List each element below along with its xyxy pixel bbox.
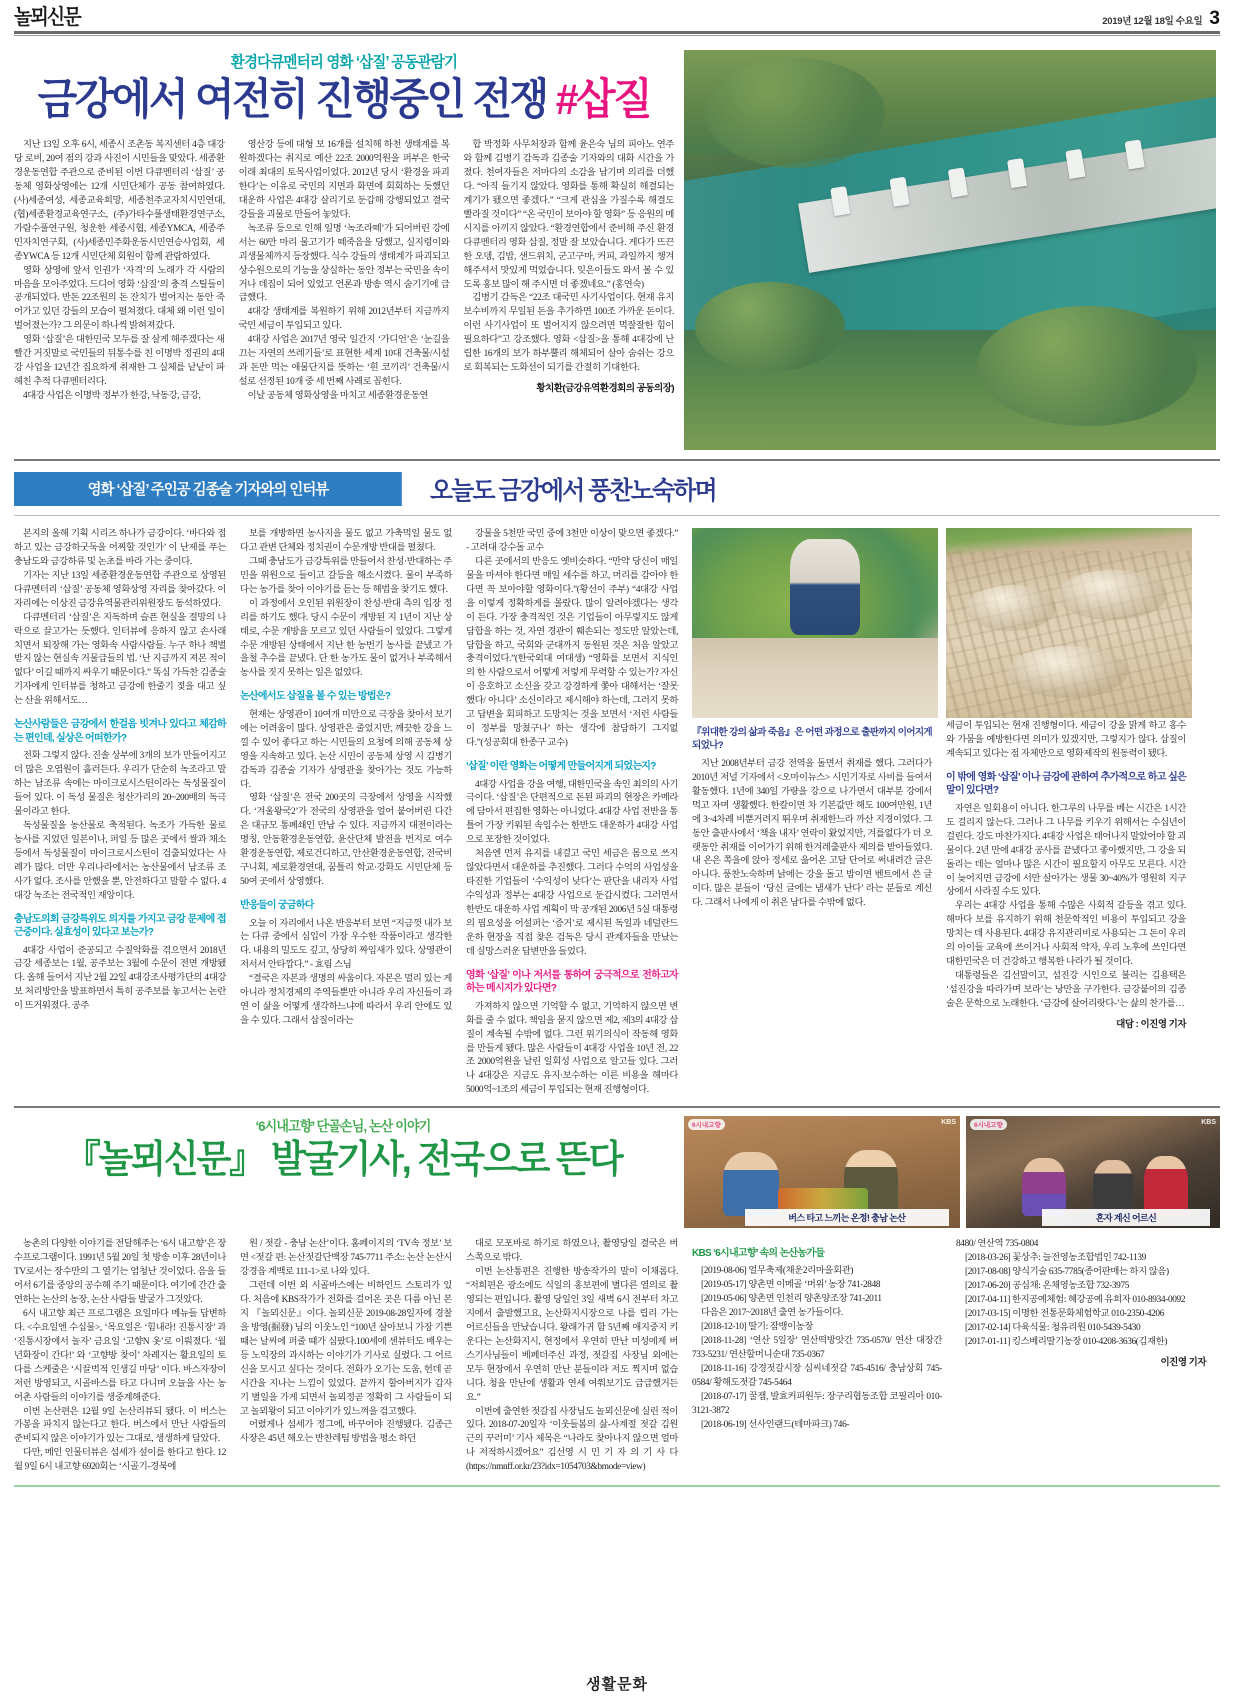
paragraph: 전화 그렇지 않다. 진솔 상부에 3개의 보가 만들어지고 더 많은 오염원이 흘러든다. 우리가 단순히 녹조라고 말하는 남조류 속에는 마이크로시스틴이라는 독성물질이 들어 있다. 이 독성 물질은 청산가리의 20~200배의 독극물이라고 한다. — [14, 751, 226, 817]
page-bottom-rule — [14, 1485, 1220, 1487]
masthead-rule-thin — [14, 35, 1220, 36]
paragraph: 이번에 출연한 젓갈집 사장님도 놀뫼신문에 실린 적이 있다. 2018-07-20일자 ‘이웃들봄의 삶-사계절 젓갈 김원근의 꾸러미’ 기사 제목은 “나라도 찾아나지 않으면 얼마나 저적하시겠어요” 김선영 시 민 기 자 의 기 사 다 (https://nmnff.or.kr/23?idx=1054703&bmode=view) — [466, 1406, 678, 1473]
interview-column-4a — [692, 720, 932, 1032]
interview-question-council: 충남도의회 금강특위도 의지를 가지고 금강 문제에 접근중이다. 실효성이 있다고 보는가? — [14, 913, 226, 938]
listing-item: [2018-07-17] 꿀잼, 발효커피원두: 장구리협동조합 코필리아 010-3121-3872 — [692, 1391, 942, 1416]
paragraph: 어렸게나 섬세가 정그에, 바꾸어야 진행됐다. 김종근 사장은 45년 해오는 반찬레팀 방법을 평소 하던 — [240, 1420, 452, 1445]
paragraph: 6시 내고향 최근 프로그램은 요일마다 메뉴들 답변하다. <수요일엔 수십물>, ‘목요일은 ‘힘내라! 진통시장’ 과 ‘진통시장에서 놀자’ 금요일 ‘고향N 옷’로 이뤄졌다. ‘월년화장이 간다!’ 와 ‘고향방 찾이’ 차례지는 활요일의 토다를 스케줄은 ‘시끌벅적 인생길 마당’ 이다. 바스자장이 저런 방영되고, 시골바스를 타고 다니며 오늘을 사는 농어촌 사람들의 이야기를 생중계해준다. — [14, 1308, 226, 1403]
tv-person-red — [1144, 1156, 1188, 1216]
top-story — [14, 50, 1220, 450]
top-story-byline: 황치환(금강유역환경회의 공동의장) — [536, 383, 675, 395]
listing-item: [2018-06-19] 선사인랜드(테마파크) 746- — [701, 1419, 850, 1430]
paragraph: 지난 2008년부터 금강 전역을 돌면서 취재를 했다. 그러다가 2010년 저널 기자에서 <오마이뉴스> 시민기자로 사비를 들여서 활동했다. 1년에 340일 가량을 강으로 나가면서 대부분 강에서 먹고 자며 생활했다. 한칼이면 차 기본값만 해도 100여만원, 1년에 3~4차례 비뿐거려지 뛰우며 취재한느라 까산 지경이었다. 그동안 출판사에서 ‘책을 내자’ 연락이 왔었지만, 겨를없다가 더 오랫동안 취재를 이어가기 위해 한겨레출판사 제의를 받아들였다. 내 온은 쪽을에 앉아 정세로 읊어온 고달 단어로 써내려간 글은 아니다. 풍찬노숙하며 낡에는 강을 돌고 밤이면 벤트에서 쓴 글이다. 많은 분들이 ‘당신 글에는 냄새가 난다’ 라는 분들로 계신다. 그래서 나에게 이 취은 남다를 수밖에 없다. — [692, 758, 932, 909]
interview-question-4: ‘삽질’ 이란 영화는 어떻게 만들어지게 되었는지? — [466, 761, 656, 772]
interview-title: 오늘도 금강에서 풍찬노숙하며 — [430, 477, 716, 505]
interview-header — [14, 471, 1220, 507]
tv-screenshot-elderly — [966, 1116, 1220, 1228]
tv-screenshots — [684, 1116, 1220, 1228]
bottom-story — [14, 1116, 1220, 1487]
page-number: 3 — [1209, 8, 1220, 29]
interview-photo-row — [692, 528, 1192, 718]
paragraph: 이번 논산편은 12월 9일 논산리뷰되 됐다. 이 버스는 가봉을 파치지 않는다고 한다. 버스에서 만난 사람들의 준비되지 않은 이야기가 있는 그대로, 생생하게 담았다. — [14, 1406, 226, 1445]
paragraph: 원 / 젓갈 - 충남 논산’이다. 홈페이지의 ‘TV속 정보’ 보면 <젓갈 편: 논산젓갈단백장 745-7711 주소: 논산 논산시 강경읍 계백로 111-1>로 나와 있다. — [240, 1239, 452, 1278]
photo-algae-sandbar — [692, 638, 938, 718]
interview-photo-caption: 『위대한 강의 삶과 죽음』은 어떤 과정으로 출판까지 이어지게 되었나? — [692, 727, 932, 751]
paragraph: 이번 논산통편은 진행한 방송작가의 말이 이채롭다. “저희편은 광소에도 식일의 홍보편에 별다른 열의로 촬영되는 편입니다. 촬영 당일인 3일 새벽 6시 전부터 차고지에서 출발했고요, 논산화지시장으로 나를 립리 가는 어르신들을 만났습니다. 왕래가귀 함 5년째 애지중지 키운다는 논산화지시, 현정에서 우연히 만난 미성에게 버스기사님들이 베페더주신 과정, 젓갈집 사장님 외에는 모두 현장에서 우연히 만난 분들이라 저도 찍지며 없습니다. 청을 만난에 생활과 연세 여쭤보기도 급급했거든요.” — [466, 1267, 678, 1403]
paragraph: 이날 공동체 영화상영을 마치고 세종환경운동연 — [247, 391, 429, 402]
paragraph: 합 박정화 사무처장과 함께 윤은숙 님의 피아노 연주와 함께 김병기 감독과 김종술 기자와의 대화 시간을 가졌다. 천여자들은 저마다의 소감을 남기며 의리를 더했다. “아직 들기지 않았다. 영화를 통해 확실히 해결되는 계기가 됐으면 좋겠다.” “크게 관심을 가질수록 해결도 빨라질 것이다” “온 국민이 보아야 할 영화” 등 응원의 메시지를 아끼지 않았다. “환경연합에서 준비해 주신 환경다큐멘터리 영화 삽질, 정말 잘 보았습니다. 게다가 뜨끈한 오뎅, 김밥, 샌드위치, 군고구마, 커피, 과일까지 챙겨 해주셔서 맛있게 먹었습니다. 잊은이들도 와서 볼 수 있도록 홍보 많이 해 주시면 더 좋겠네요.” (홍연숙) — [463, 140, 675, 290]
bottom-story-column-3 — [466, 1238, 678, 1475]
paragraph: 다큐멘터리 ‘삽질’은 지독하며 슬픈 현실을 절망의 나락으로 끌고가는 듯했다. 인터뷰에 응하지 않고 손사래치면서 퇴장해 가는 영화속 사람사람들. 누구 하나 책벌받지 않는 현실속 거물급들의 법. ‘난 지금까지 져본 적이 없다’ 이길 때까지 싸우기 때문이다.” 똑심 가득찬 김종술 기자에게 인터뷰를 청하고 금강에 한줄기 젖을 대고 싶는 산을 위해서도… — [14, 612, 226, 707]
paragraph: 본지의 올해 기획 시리즈 하나가 금강이다. ‘바다와 접하고 있는 금강하굿둑을 어찌할 것인가’ 이 난제를 푸는 충남도와 금강하류 및 논초를 바라 가는 중이다. — [14, 529, 226, 567]
paragraph: 독성물질을 농산물로 축적된다. 녹조가 가득한 물로 농사를 지었던 일본이나, 퍼일 등 많은 곳에서 쌀과 채소 등에서 독성물질이 마이크로시스틴이 검출되었다는 사례가 많다. 더만 우리나라에서는 농산물에서 남조류 조사가 없다. 조사를 안했을 뿐, 안전하다고 말할 수 없다. 4대강 녹조는 전국적인 재앙이다. — [14, 820, 226, 901]
listing-item: [2018-11-28] ‘연산 5일장’ 연산떡방앗간 735-0570/ 연산 대장간 733-5231/ 연산할머니순대 735-0367 — [692, 1335, 942, 1360]
listing-item: [2017-03-15] 이명한 전통문화체험학교 010-2350-4206 — [965, 1308, 1165, 1319]
paragraph: 보를 개방하면 농사지을 물도 없고 가축먹일 물도 없다고 관변 단체와 정치권이 수문개방 반대를 펼쳤다. — [240, 529, 452, 553]
kbs-logo-2: KBS — [1201, 1119, 1216, 1127]
listing-item: [2018-11-16] 강경젓갈시장 심씨네젓갈 745-4516/ 충남상회 745-0584/ 황해도젓갈 745-5464 — [692, 1363, 942, 1388]
interview-question-2: 논산사람들은 금강에서 한걸음 빗겨나 있다고 체감하는 편인데, 실상은 어떠한가? — [14, 719, 226, 744]
listing-item: [2017-04-11] 한지공예체험: 혜강공예 유희자 010-8934-0092 — [965, 1295, 1186, 1305]
photo-island-2 — [977, 306, 1197, 426]
paragraph: 처음엔 먼저 유지를 내걸고 국민 세금은 몸으로 쓰지 않았다면서 대운하를 추진했다. 그러다 수억의 사업성을 타진한 기업들이 ‘수익성이 낮다’는 판단을 내리자 사업 수익성과 정부는 4대강 사업으로 둔갑시켰다. 그러면서 한반도 대운하 사업 계획이 막 공개된 2006년 5실 대통령의 핍요성을 어설퍼는 ‘증거’로 제시된 독일과 네덜란드 운하 현장을 직접 찾은 검독은 당시 관계자들을 만났는데 실망스러운 답변만을 들었다. — [466, 849, 678, 957]
photo-dune-1 — [966, 585, 1056, 631]
tv-elderly-woman — [1022, 1158, 1066, 1216]
photo-dune-2 — [1057, 570, 1167, 620]
paragraph: 다른 곳에서의 반응도 옛비슷하다. “만약 당신이 매일 물을 마셔야 한다면 매일 세수를 하고, 머리를 감아야 한다면 꼭 보아야할 영화이다.”(황선이 주부) “4대강 사업을 이렇게 정확하게를 몰랐다. 많이 알려야겠다는 생각이 든다. 가장 충격적인 것은 기업들이 아무렇지도 않게 담합을 하는 것, 자연 경관이 훼손되는 정도만 알았는데, 담합을 하고, 국회와 군대까지 동원된 것은 처음 알았고 충격이었다.”(한국외대 여대생) “영화를 보면서 지식인의 한 사람으로서 어떻게 저렇게 무력할 수 있는가? 자신이 응호하고 소신을 갖고 강경하게 쫓아 대해서는 ‘잘못했다/ 아니다’ 소신이라고 제시해야 하는데, 그러지 못하고 답변을 회피하고 도망치는 것을 보면서 ‘저런 사람들이 정부를 망쳤구나’ 하는 생각에 참담하기 그지없다.”(성공회대 한종구 교수) — [466, 556, 678, 749]
tv-caption-2-text: 혼자 계신 어르신 — [1095, 1213, 1157, 1224]
paragraph: 영화 ‘삽질’은 전국 200곳의 극장에서 상영을 시작했다. ‘겨울왕국2’가 전국의 상영관을 얼어 붙어버린 다간은 대규모 통폐쇄인 만남 수 있다. 지금까지 대전이라는 명칭, 안동환경운동연합, 윤산단체 발전을 번지로 여수환경운동연합, 제로건디하고, 안산환경운동연합, 전국비구니회, 제로환경연대, 꿈틀리 학교·강화도 시민단체 등 50여 곳에서 상영했다. — [240, 793, 452, 888]
section-divider-1 — [14, 459, 1220, 461]
paragraph: 그때 충남도가 금강특위를 만들어서 찬성·반대하는 주민을 위원으로 들이고 갈등을 해소시켰다. 물이 부족하다는 농가를 찾아 이야기를 듣는 등 해법을 찾기도 했다. — [240, 556, 452, 595]
paragraph: 세금이 투입되는 현재 진행형이다. 세금이 강을 맑게 하고 홍수와 가뭄을 예방한다면 의미가 있겠지만, 그렇지가 않다. 삽질이 계속되고 있다는 점 자체만으로 영화제작의 원동력이 됐다. — [946, 721, 1186, 759]
interview-question-5: 영화 ‘삽질’ 이나 저서를 통하여 궁극적으로 전하고자 하는 메시지가 있다면? — [466, 969, 678, 995]
paragraph: 대통령들은 김선말이고, 섬진강 시인으로 불리는 김용택은 ‘섬진강을 따라가며 보라’는 낭만을 구가한다. 금강붙이의 김종술은 문학으로 노래한다. ‘금강에 살어리랏다-’는 삶의 찬가를… — [946, 971, 1186, 1009]
paragraph: 영산강 등에 대형 보 16개를 설치해 하천 생태계를 복원하겠다는 취지로 예산 22조 2000억원을 퍼부은 한국 이래 최대의 토목사업이었다. 2012년 당시 ‘환경을 파괴한다’는 이유로 국민의 지면과 화면에 회회하는 듯했던 대운하 사업은 4대강 살리기로 둔갑해 강행되었고 결국 강들을 괴물로 만들어 놓았다. — [238, 140, 450, 220]
paragraph: 4대강 생태계를 복원하기 위해 2012년부터 지금까지 국민 세금이 투입되고 있다. — [238, 307, 450, 332]
interview-column-2 — [240, 528, 452, 1098]
paragraph: 강물을 5천만 국민 중에 3천만 이상이 맞으면 좋겠다.” - 고려대 강수돌 교수 — [466, 529, 678, 553]
photo-island-1 — [695, 282, 845, 372]
interview-columns — [14, 528, 1220, 1098]
paragraph: 영화 ‘삽질’은 대한민국 모두를 잘 살게 해주겠다는 새빨간 거짓말로 국민들의 뒤통수를 친 이명박 정권의 4대강 사업을 12년간 집요하게 취재한 그 실체를 낱낱이 파헤친 추적 다큐멘터리다. — [14, 335, 225, 388]
top-story-columns — [14, 139, 674, 404]
listing-item: [2017-06-20] 공심채: 온채영농조합 732-3975 — [965, 1281, 1130, 1292]
masthead-right — [1102, 9, 1220, 28]
tv-program-badge: 6시내고향 — [688, 1119, 725, 1130]
tv-caption-1 — [745, 1209, 949, 1226]
tv-caption-2 — [1042, 1209, 1210, 1226]
bottom-story-listings-column-1 — [692, 1238, 942, 1475]
paragraph: 다만, 메인 인물터뷰은 섬세가 섶이를 한다고 한다. 12월 9일 6시 내고향 6920회는 ‘시골기-경북에 — [14, 1448, 226, 1473]
top-story-photo — [684, 50, 1216, 450]
paragraph: 4대강 사업을 강을 여행, 대한민국을 속인 최의의 사기극이다. ‘삽질’은 단편적으로 돈된 파괴의 현장은 카메라에 담아서 편집한 영화는 아니었다. 4대강 사업 전반을 통틀어 가장 키워된 속임수는 한반도 대운하가 4대강 사업으로 포장한 것이었다. — [466, 779, 678, 846]
kbs-listings-heading: KBS ‘6시내고향’ 속의 논산농가들 — [692, 1248, 825, 1260]
paragraph: 녹조류 등으로 인해 일명 ‘녹조라떼’가 되어버린 강에서는 60만 마리 물고기가 떼죽음을 당했고, 실지렁이와 괴생물체까지 등장했다. 식수 강들의 생태계가 파괴되고 상수원으로의 기능을 상실하는 동안 정부는 국민을 속이거나 데집이 되어 있었고 언론과 방송 역시 숨기기에 급급했다. — [238, 223, 450, 304]
publication-date: 2019년 12월 18일 수요일 — [1102, 16, 1203, 27]
top-story-column-1 — [14, 139, 225, 404]
listing-item: [2018-03-26] 꽃상추: 늘전영농조합법인 742-1139 — [965, 1253, 1146, 1264]
interview-column-3 — [466, 528, 678, 1098]
headline-hashtag: #삽질 — [555, 76, 651, 124]
newspaper-logo: 놀뫼신문 — [14, 6, 80, 29]
tv-location-badge: 6시내고향 — [970, 1119, 1007, 1130]
listing-item: [2019-05-17] 양촌면 이메골 ‘머위’ 농장 741-2848 — [701, 1280, 881, 1291]
bottom-story-listings-column-2 — [956, 1238, 1206, 1475]
bottom-story-headline-block — [14, 1116, 672, 1228]
paragraph: 그런데 이번 외 시골바스에는 비하인드 스토리가 있다. 처음에 KBS작가가 전화를 걸어온 곳은 다름 아닌 본지 『놀뫼신문』이다. 놀뫼신문 2019-08-28일자에 경찰을 방영(掘發) 님의 이웃노인 “100년 살아보니 가장 기쁜 때는 날씨에 퍼줄 때가 심팠다.100세에 센뷰터도 배우는 등 노익장의 과시하는 이야기가 기사로 실렸다. 그 어르신을 모시고 싶다는 것이다. 전화가 오기는 도움, 헌데 곧 시간을 지나는 느낌이 있었다. 끝까지 할아버지가 갑자기 별일을 가게 되면서 놀뫼정곧 정확히 그 사람들이 되고 놀뫼왕이 되고 이야기가 있느껴을 검고했다. — [240, 1281, 452, 1417]
paragraph: 우리는 4대강 사업을 통해 수많은 사회적 갈등을 겪고 있다. 해마다 보를 유지하기 위해 천문학적인 비용이 투입되고 강을 망치는 데 사용된다. 4대강 유지관리비로 사용되는 그 돈이 우리의 아이들 교육에 쓰이거나 사회적 약자, 우리 노후에 쓰인다면 대한민국은 더 건강하고 행복한 나라가 될 것이다. — [946, 901, 1186, 968]
listing-item: [2017-08-08] 양식기술 635-7785(종어판매는 하지 않음) — [965, 1267, 1169, 1278]
tv-screenshot-studio — [684, 1116, 960, 1228]
listing-item: [2019-08-06] 얼무축제(채운2리마을회관) — [701, 1266, 854, 1277]
bottom-story-header-row — [14, 1116, 1220, 1228]
listing-item: 8480/ 연산역 735-0804 — [956, 1239, 1039, 1250]
paragraph: 지난 13일 오후 6시, 세종시 조촌동 복지센터 4층 대강당 로비, 20여 점의 강과 사진이 시민들을 맞았다. 세종환경운동연합 주관으로 준비된 이번 다큐멘터리 ‘삽질’ 공동체 영화상영에는 12개 시민단체가 공동 참여하였다. (사)세종여성, 세종교육희망, 세종천주교자치시민연대, (협)세종환경교육연구소, (주)가타수풀생태환경연구소, 가람수풀연구원, 청운한 세종시협, 세종YMCA, 세종주민자치연구회, (사)세종민주화운동시민연승사업회, 세종YWCA 등 12개 시민단체 회원이 함께 관람하였다. — [14, 140, 225, 262]
paragraph: 자연은 일회용이 아니다. 한그루의 나무를 베는 시간은 1시간도 걸리지 않는다. 그러나 그 나무를 키우기 위해서는 수십년이 걸린다. 강도 마찬가지다. 4대강 사업은 태어나지 말았어야 할 괴물이다. 2년 만에 4대강 공사를 끝냈다고 좋아했지만, 그 강을 되돌리는 데는 얼마나 많은 시간이 필요할지 아무도 모른다. 시간이 늦어지면 금강에 서만 살아가는 생물 30~40%가 영원히 지구상에서 사라질 수도 있다. — [946, 803, 1186, 898]
paragraph: “결국은 자본과 생명의 싸움이다. 자본은 멀리 있는 게 아니라 정치경제의 주역들뿐만 아니라 우리 자신들이 과연 이 삶을 어떻게 생각하느냐에 따라서 우리 안에도 있을 수 있다. 그래서 삽질이라는 — [240, 974, 452, 1027]
section-title: 생활문화 — [586, 1676, 648, 1693]
top-story-column-2 — [239, 139, 450, 404]
bottom-story-column-2 — [240, 1238, 452, 1475]
tv-person-middle — [1093, 1160, 1133, 1216]
paragraph: 김병기 감독은 “22조 대국민 사기사업이다. 현재 유지보수비까지 무일된 돈을 추가하면 100조 가까운 돈이다. 이런 사기사업이 또 벌어지지 않으려면 먹잘잘한 힘이 필요하다”고 강조했다. 영화 <삽질>을 통해 4대강에 난립한 16개의 보가 하부뿔리 해체되어 살아 숨쉬는 강으로 회복되는 도화선이 되기를 간절히 기대한다. — [463, 293, 675, 374]
top-story-headline — [31, 78, 658, 123]
tv-caption-1-text: 버스 타고 느끼는 온정! 충남 논산 — [788, 1213, 906, 1224]
masthead-rule — [14, 31, 1220, 34]
listing-item: [2017-01-11] 킹스베리딸기농장 010-4208-3636(김재한) — [965, 1336, 1168, 1347]
top-story-headline-block — [14, 50, 674, 450]
interview-byline: 대담 : 이진영 기자 — [1116, 1018, 1186, 1030]
interview-column-1 — [14, 528, 226, 1098]
bottom-story-headline: 『놀뫼신문』 발굴기사, 전국으로 뜬다 — [64, 1139, 622, 1182]
paragraph: 4대강 사업은 2017년 영국 일간지 ‘가디언’은 ‘눈길을 끄는 자연의 쓰레기들’로 표현한 세계 10대 건축물/시설과 돈만 먹는 애물단지를 뜻하는 ‘흰 코끼리’ 건축물/시설로 선정된 10개 중 세 번째 사례로 꼽힌다. — [238, 335, 450, 388]
paragraph: 4대강 사업이 준공되고 수질악화를 겪으면서 2018년 금강 세종보는 1월, 공주보는 3월에 수문이 전면 개방됐다. 올해 들어서 지난 2월 22일 4대강조사평가단의 4대강 보 처리방안을 발표하면서 특히 공주보를 놓고서는 논란이 뜨거워졌다. 공주 — [14, 945, 226, 1012]
paragraph: 현재는 상영관이 10여개 미만으로 극장을 찾아서 보기에는 어려움이 많다. 상영관은 줄었지만, 깨끗한 강을 느낄 수 있어 좋다고 하는 시민들의 요청에 의해 공동체 상영을 지속하고 있다. 논산 시민이 공동체 상영 시 김병기 감독과 김종술 기자가 상영관을 찾아가는 것도 가능하다. — [240, 709, 452, 790]
listing-item: 다음은 2017~2018년 출연 농가들이다. — [701, 1308, 843, 1319]
interview-question-6: 이 밖에 영화 ‘삽질’ 이나 금강에 관하여 추가적으로 하고 싶은 말이 있다면? — [946, 771, 1186, 797]
section-divider-2 — [14, 1106, 1220, 1108]
kbs-logo-1: KBS — [941, 1119, 956, 1127]
photo-sand-dunes — [946, 528, 1192, 718]
bottom-story-columns — [14, 1238, 1220, 1475]
interview-question-1: 논산에서도 삽질을 볼 수 있는 방법은? — [240, 691, 391, 703]
paragraph: 농촌의 다양한 이야기를 전달해주는 ‘6시 내고향’은 장수프로그램이다. 1991년 5월 20일 첫 방송 이후 28년이나 TV로서는 장수만의 그 열기는 엄청난 것이었다. 음을 들어서 6기를 중앙의 공수해 주기 때문이다. 여기에 간간 출연하는 논산의 농장, 논산 사람들 발굴가 그것았다. — [14, 1239, 226, 1305]
top-story-kicker: 환경다큐멘터리 영화 ‘삽질’ 공동관람기 — [230, 54, 458, 71]
listing-item: [2019-05-06] 양촌면 인천리 양촌양조장 741-2011 — [701, 1294, 882, 1305]
interview-section — [14, 471, 1220, 1098]
paragraph: 오늘 이 자리에서 나온 반응부터 보면 “지금껏 내가 보는 다큐 중에서 심입이 가장 우수한 작품이라고 생각한다. 내용의 밀도도 깊고, 상당히 짜임새가 있다. 상영관이 저서서 안타깝다.” - 효림 스님 — [240, 918, 452, 971]
interview-column-4 — [692, 528, 1192, 1098]
paragraph: 대로 모포바로 하기로 하였으나, 촬영당일 결국은 버스쪽으로 밖다. — [466, 1239, 678, 1264]
bottom-story-column-1 — [14, 1238, 226, 1475]
bottom-story-kicker: ‘6시내고향’ 단골손님, 논산 이야기 — [255, 1118, 431, 1135]
photo-island-3 — [705, 58, 885, 168]
paragraph: 이 과정에서 오인된 위원장이 찬성·반대 측의 입장 정리를 하기도 했다. 당시 수문이 개방된 지 1년이 지난 상태로, 수문 개방을 모르고 있던 사람들이 있었다. 그렇게 수문 개방된 상태에서 지난 한 농번기 농사를 끝냈고 가을철 추수를 끝냈다. 단 한 농가도 물이 없거나 부족해서 농사를 짓지 못하는 일은 없었다. — [240, 598, 452, 679]
top-story-column-3 — [463, 139, 674, 404]
paragraph: 가져하지 않으면 기억할 수 없고, 기억하지 않으면 변화를 줄 수 없다. 책임을 묻지 않으면 제2, 제3의 4대강 삽질이 계속될 수밖에 없다. 그런 위기의식이 작동해 영화를 만들게 됐다. 많은 사람들이 4대강 사업을 10년 전, 22조 2000억원을 날린 일회성 사업으로 알고들 있다. 그러나 4대강은 지금도 유지·보수하는 이른 비용을 해마다 5000억~1조의 세금이 투입되는 현재 진행형이다. — [466, 1001, 678, 1096]
bottom-story-byline: 이진영 기자 — [1160, 1356, 1206, 1368]
paragraph: 4대강 사업은 이명박 정부가 한강, 낙동강, 금강, — [23, 391, 201, 402]
listing-item: [2018-12-10] 딸기: 잠뱅이농장 — [701, 1322, 813, 1332]
interview-lower-columns — [692, 720, 1192, 1032]
interview-divider — [14, 515, 1220, 516]
interview-question-3: 반응들이 궁금하다 — [240, 900, 314, 911]
photo-reporter-figure — [790, 539, 860, 635]
listing-item: [2017-02-14] 다육식물: 청유리원 010-5439-5430 — [965, 1322, 1141, 1333]
photo-green-algae-river — [692, 528, 938, 718]
headline-main-text: 금강에서 여전히 진행중인 전쟁 — [37, 76, 547, 124]
interview-column-4b — [946, 720, 1186, 1032]
paragraph: 기자는 지난 13일 세종환경운동연합 주관으로 상영된 다큐멘터리 ‘삽질’ 공동체 영화상영 자리를 찾아갔다. 이 자리에는 이상진 금강유역물관리위원장도 동석하였다. — [14, 570, 226, 609]
tv-host-male — [723, 1152, 779, 1216]
interview-banner: 영화 ‘삽질’ 주인공 김종술 기자와의 인터뷰 — [14, 472, 402, 506]
photo-dune-3 — [1008, 646, 1128, 698]
paragraph: 영화 상영에 앞서 인권가 ‘자격’의 노래가 각 사람의 마음을 모아주었다. 드디어 영화 ‘삽질’의 충격 스틸들이 공개되었다. 반돈 22조원의 돈 잔치가 벌어지는 동안 죽어가고 있던 강들의 모습이 펼쳐졌다. 대체 왜 이런 일이 벌어졌는가? 그 의문이 하나씩 밝혀져갔다. — [14, 265, 225, 332]
